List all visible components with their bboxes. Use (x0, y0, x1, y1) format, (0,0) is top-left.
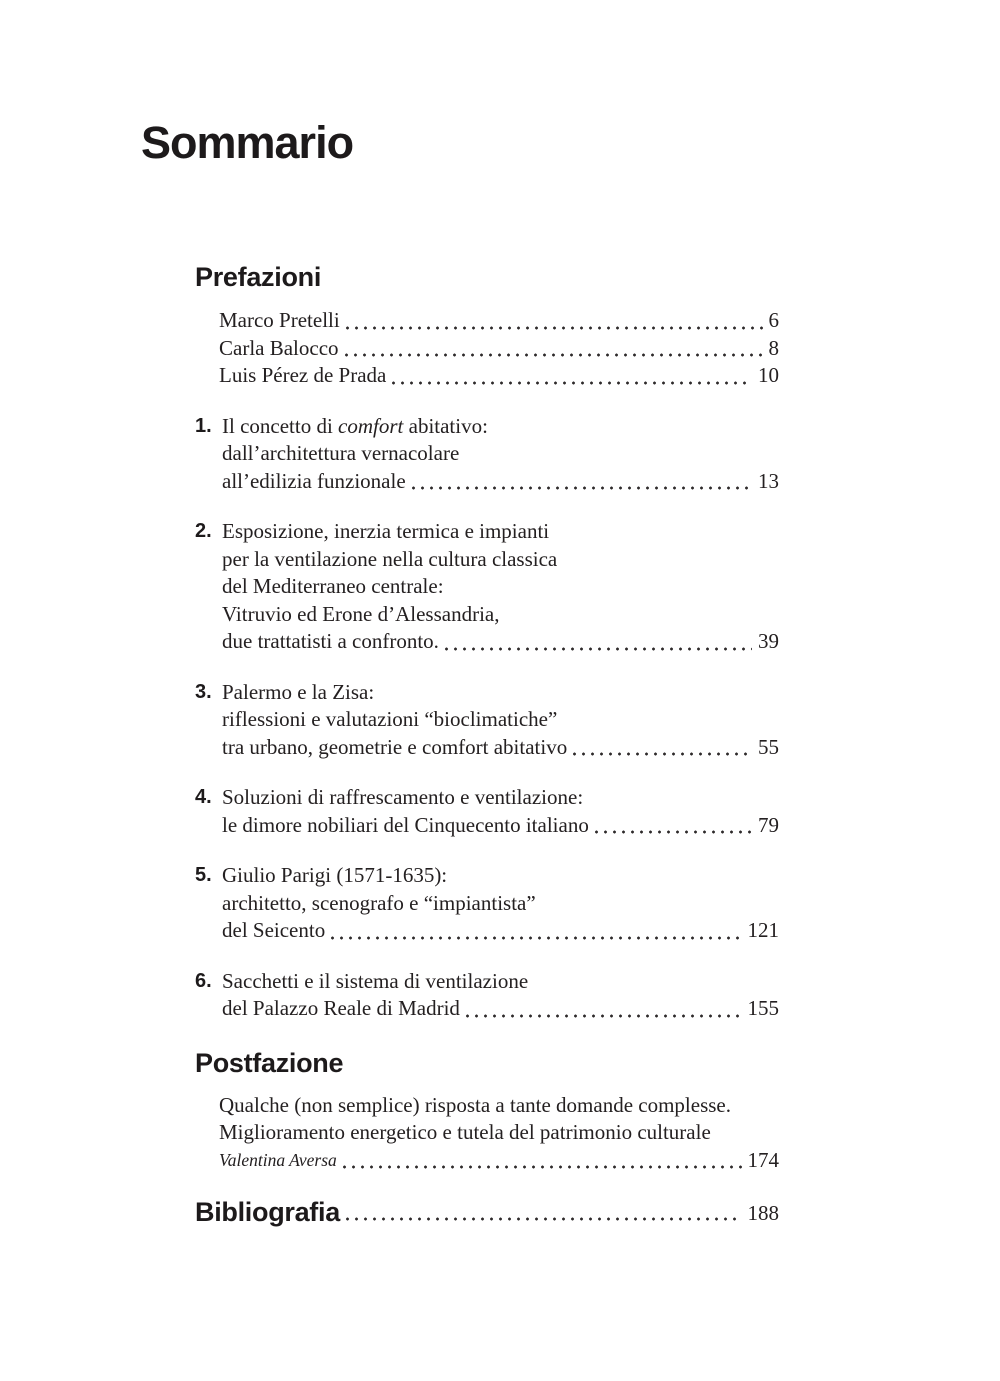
chapter-title-line: Vitruvio ed Erone d’Alessandria, (222, 601, 500, 626)
chapter-number: 4. (195, 786, 212, 808)
title-text-italic: comfort (338, 413, 404, 438)
dot-leader (389, 381, 752, 385)
entry-name: Luis Pérez de Prada (219, 363, 387, 387)
title-text: tra urbano, geometrie e comfort abitativo (222, 734, 568, 759)
entry-name: Marco Pretelli (219, 308, 340, 332)
dot-leader (343, 326, 763, 330)
chapter-title-line: riflessioni e valutazioni “bioclimatiche” (222, 707, 558, 731)
chapter-title-line: per la ventilazione nella cultura classica (222, 546, 558, 571)
chapter-number: 6. (195, 969, 212, 992)
page-number: 8 (768, 335, 779, 360)
bibliografia-label: Bibliografia (195, 1197, 340, 1227)
section-heading-postfazione: Postfazione (195, 1047, 344, 1078)
chapter-last-line (222, 917, 779, 945)
chapter-number: 5. (195, 864, 212, 886)
chapter-number: 3. (195, 680, 212, 703)
page-number: 13 (758, 468, 779, 493)
section-heading-prefazioni: Prefazioni (195, 262, 322, 292)
dot-leader (463, 1014, 742, 1018)
chapter-item-2 (195, 518, 779, 656)
entry-name: Carla Balocco (219, 335, 339, 360)
chapter-title-line (222, 413, 779, 441)
chapter-last-line (222, 812, 779, 840)
page-number: 79 (758, 812, 779, 837)
dot-leader (442, 647, 752, 651)
title-text: due trattatisti a confronto. (222, 629, 439, 653)
title-text: le dimore nobiliari del Cinquecento italiano (222, 812, 589, 837)
chapter-item-4 (195, 784, 779, 839)
page-number: 174 (747, 1147, 779, 1172)
chapter-title-line: architetto, scenografo e “impiantista” (222, 890, 536, 915)
chapter-item-6 (195, 968, 779, 1023)
page-number: 121 (747, 918, 779, 942)
chapter-last-line (222, 628, 779, 656)
page-number: 6 (768, 308, 779, 332)
dot-leader (592, 830, 752, 834)
chapter-title-line: Giulio Parigi (1571-1635): (222, 863, 448, 887)
chapter-item-5 (195, 862, 779, 945)
chapter-number: 1. (195, 414, 212, 437)
chapter-last-line (222, 734, 779, 762)
prefazioni-entries (195, 307, 779, 390)
chapter-item-3 (195, 679, 779, 762)
chapter-title-line: Sacchetti e il sistema di ventilazione (222, 968, 529, 993)
dot-leader (342, 353, 763, 357)
title-text: del Seicento (222, 918, 326, 942)
chapter-title-line: del Mediterraneo centrale: (222, 574, 444, 598)
postfazione-author-line (219, 1147, 779, 1175)
bibliografia-entry (195, 1196, 779, 1228)
postfazione-line: Qualche (non semplice) risposta a tante domande complesse. (219, 1092, 731, 1117)
preface-entry (219, 335, 779, 363)
chapter-title-line: Palermo e la Zisa: (222, 679, 375, 704)
postfazione-author: Valentina Aversa (219, 1149, 337, 1170)
preface-entry (219, 307, 779, 335)
dot-leader (409, 486, 752, 490)
postfazione-line: Miglioramento energetico e tutela del patrimonio culturale (219, 1120, 711, 1144)
chapter-last-line (222, 468, 779, 496)
chapter-last-line (222, 995, 779, 1023)
page-number: 55 (758, 734, 779, 759)
table-of-contents (195, 261, 779, 1228)
page-number: 10 (758, 363, 779, 387)
postfazione-block (195, 1092, 779, 1175)
page-number: 155 (747, 996, 779, 1020)
dot-leader (343, 1217, 742, 1221)
chapter-item-1 (195, 413, 779, 496)
chapter-title-line: dall’architettura vernacolare (222, 441, 460, 465)
dot-leader (570, 752, 752, 756)
dot-leader (340, 1165, 742, 1169)
page-title: Sommario (141, 117, 354, 168)
chapter-title-line: Esposizione, inerzia termica e impianti (222, 519, 550, 543)
page-number: 39 (758, 629, 779, 653)
page-number: 188 (747, 1201, 779, 1225)
title-text: del Palazzo Reale di Madrid (222, 996, 460, 1020)
chapter-title-line: Soluzioni di raffrescamento e ventilazione: (222, 785, 584, 809)
dot-leader (328, 936, 741, 940)
title-text: abitativo: (403, 413, 488, 438)
title-text: all’edilizia funzionale (222, 468, 406, 493)
preface-entry (219, 362, 779, 390)
chapter-number: 2. (195, 520, 212, 542)
title-text: Il concetto di (222, 413, 339, 438)
